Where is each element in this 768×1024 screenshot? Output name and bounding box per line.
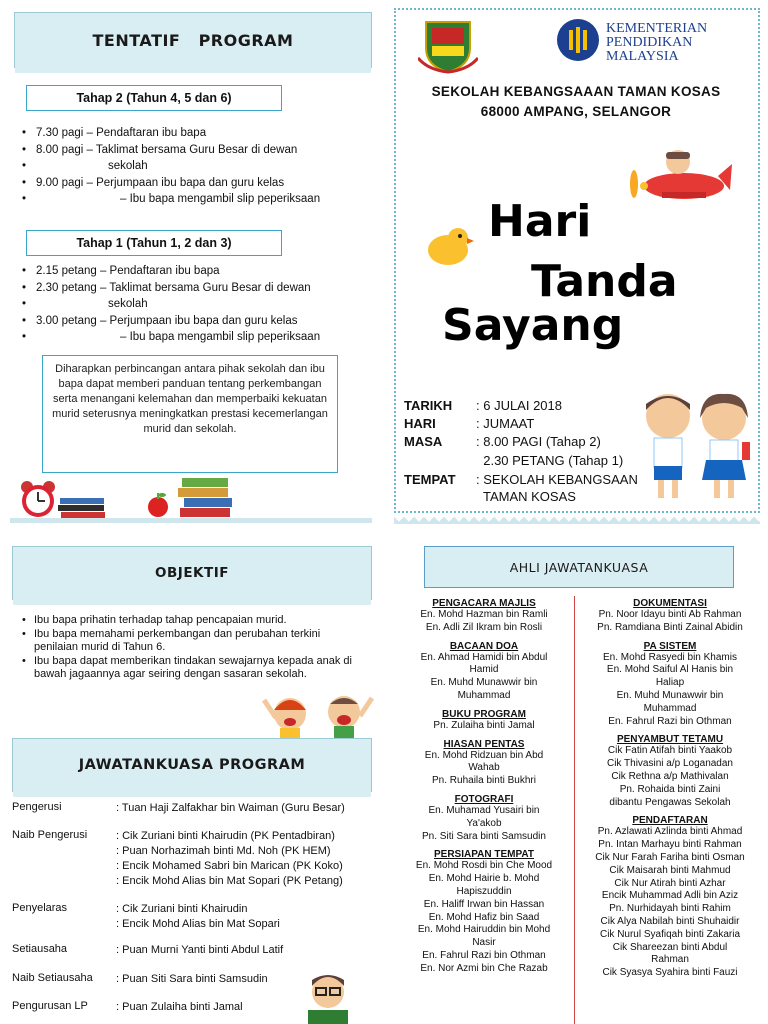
jk-names [116, 829, 343, 889]
committee-name: Cik Thivasini a/p Loganadan [606, 758, 733, 770]
committee-section [578, 598, 762, 635]
info-hari [404, 416, 534, 431]
committee-head: HIASAN PENTAS [443, 738, 525, 750]
committee-name: En. Nor Azmi bin Che Razab [420, 962, 548, 974]
info-value: : JUMAAT [476, 416, 535, 431]
ahli-title-banner [424, 546, 734, 588]
ahli-panel [384, 530, 768, 1024]
jk-name: : Puan Norhazimah binti Md. Noh (PK HEM) [116, 845, 331, 857]
jk-names [116, 972, 268, 987]
committee-name: Pn. Rohaida binti Zaini [619, 783, 721, 795]
committee-name: Cik Nur Farah Fariha binti Osman [595, 851, 745, 863]
jk-names [116, 1000, 243, 1015]
committee-name: Pn. Nurhidayah binti Rahim [609, 903, 731, 915]
info-key: HARI [404, 416, 436, 431]
jk-role: Pengerusi [12, 801, 62, 813]
committee-name: Pn. Zulaiha binti Jamal [433, 719, 535, 731]
schedule-item: • 7.30 pagi – Pendaftaran ibu bapa [20, 125, 370, 142]
committee-name: Muhammad [457, 689, 511, 701]
schedule-item: • 3.00 petang – Perjumpaan ibu bapa dan guru kelas [20, 313, 370, 330]
schedule-item-cont [20, 191, 370, 208]
info-key [404, 453, 476, 468]
committee-name: Cik Shareezan binti Abdul [612, 941, 728, 953]
ahli-title: AHLI JAWATANKUASA [509, 559, 649, 575]
jk-role: Naib Setiausaha [12, 972, 93, 984]
school-crest-icon [418, 18, 478, 74]
jk-row-pengurusan-lp [12, 1000, 243, 1015]
ministry-name [606, 22, 707, 64]
bird-icon [422, 222, 474, 268]
committee-name: Cik Alya Nabilah binti Shuhaidir [600, 915, 740, 927]
info-value: : 8.00 PAGI (Tahap 2) [476, 434, 601, 449]
committee-name: Cik Rethna a/p Mathivalan [611, 770, 729, 782]
committee-name: En. Muhd Munawwir bin [430, 677, 538, 689]
tahap1-title-box [26, 230, 282, 256]
committee-name: En. Muhamad Yusairi bin [428, 804, 540, 816]
objektif-item: • Ibu bapa memahami perkembangan dan perubahan terkini penilaian murid di Tahun 6. [22, 628, 352, 655]
tahap1-title: Tahap 1 (Tahun 1, 2 dan 3) [76, 236, 232, 250]
objektif-panel [0, 530, 384, 1024]
teacher-icon [298, 968, 358, 1024]
committee-name: Encik Muhammad Adli bin Aziz [601, 890, 739, 902]
ministry-line-3: MALAYSIA [606, 49, 679, 64]
alarm-clock-icon [18, 478, 58, 520]
jk-name: : Encik Mohamed Sabri bin Marican (PK Koko) [116, 860, 343, 872]
jk-row-setiausaha [12, 943, 283, 958]
committee-name: En. Adli Zil Ikram bin Rosli [425, 621, 543, 633]
jk-names [116, 943, 283, 958]
committee-name: Pn. Ramdiana Binti Zainal Abidin [597, 621, 743, 633]
committee-name: Ya'akob [466, 817, 502, 829]
info-key [404, 489, 476, 504]
title-sayang: Sayang [442, 300, 624, 351]
committee-section [400, 598, 568, 635]
tahap2-title-box [26, 85, 282, 111]
committee-name: En. Mohd Hazman bin Ramli [420, 609, 548, 620]
tahap2-title: Tahap 2 (Tahun 4, 5 dan 6) [76, 91, 232, 105]
committee-name: En. Mohd Saiful Al Hanis bin [606, 664, 734, 676]
committee-head: BUKU PROGRAM [442, 708, 526, 720]
committee-name: En. Mohd Ridzuan bin Abd [424, 749, 544, 761]
schedule-cont-text: – Ibu bapa mengambil slip peperiksaan [120, 193, 321, 205]
committee-head: PA SISTEM [643, 640, 697, 652]
committee-name: En. Mohd Hafiz bin Saad [428, 911, 540, 923]
tentatif-title-banner [14, 12, 372, 68]
committee-name: Wahab [468, 762, 500, 774]
tahap2-schedule [20, 125, 370, 208]
ministry-logo-icon [556, 18, 600, 62]
jk-role: Setiausaha [12, 943, 68, 955]
books-icon [58, 496, 106, 520]
objektif-item: • Ibu bapa prihatin terhadap tahap pencapaian murid. [22, 614, 352, 628]
school-address: 68000 AMPANG, SELANGOR [480, 104, 672, 119]
committee-name: En. Haliff Irwan bin Hassan [423, 898, 545, 910]
cover-zigzag [394, 514, 760, 524]
jawatankuasa-program-title: JAWATANKUASA PROGRAM [78, 757, 306, 773]
info-value: 2.30 PETANG (Tahap 1) [476, 453, 624, 468]
objektif-item: • Ibu bapa dapat memberikan tindakan sewajarnya kepada anak di bawah jagaannya agar seiring dengan sasaran sekolah. [22, 655, 352, 682]
jk-role: Penyelaras [12, 902, 68, 914]
schedule-item-cont [20, 296, 370, 313]
objektif-title-banner [12, 546, 372, 600]
book-stack-icon [178, 476, 234, 520]
committee-name: Pn. Azlawati Azlinda binti Ahmad [597, 826, 743, 838]
jk-row-penyelaras [12, 902, 280, 932]
jk-row-naib-pengerusi [12, 829, 343, 889]
committee-name: Muhammad [643, 702, 697, 714]
jk-name: : Cik Zuriani binti Khairudin (PK Pentadbiran) [116, 830, 335, 842]
apple-icon [145, 490, 171, 518]
info-value: : SEKOLAH KEBANGSAAN [476, 472, 638, 487]
committee-name: En. Mohd Rosdi bin Che Mood [415, 860, 553, 872]
committee-section [400, 739, 568, 788]
committee-name: Pn. Noor Idayu binti Ab Rahman [598, 609, 742, 620]
schedule-item: • 2.15 petang – Pendaftaran ibu bapa [20, 263, 370, 280]
objektif-list [22, 614, 352, 682]
committee-name: En. Mohd Hairie b. Mohd [428, 873, 540, 885]
committee-head: PENYAMBUT TETAMU [616, 734, 724, 746]
committee-head: PENDAFTARAN [632, 815, 708, 827]
committee-head: PERSIAPAN TEMPAT [433, 849, 534, 861]
committee-name: En. Fahrul Razi bin Othman [422, 949, 546, 961]
committee-name: En. Muhd Munawwir bin [616, 689, 724, 701]
info-tempat [404, 472, 638, 487]
column-divider [574, 596, 575, 1024]
committee-head: PENGACARA MAJLIS [432, 598, 536, 609]
cover-panel [384, 0, 768, 530]
committee-name: En. Mohd Hairuddin bin Mohd [417, 924, 551, 936]
info-masa [404, 434, 601, 449]
school-name: SEKOLAH KEBANGSAAAN TAMAN KOSAS [431, 84, 721, 99]
committee-name: Hamid [469, 664, 499, 676]
airplane-kid-icon [622, 136, 734, 214]
committee-name: En. Ahmad Hamidi bin Abdul [420, 651, 548, 663]
objektif-title: OBJEKTIF [155, 565, 229, 581]
committee-section [400, 641, 568, 703]
committee-head: FOTOGRAFI [454, 793, 514, 805]
jk-name: : Puan Zulaiha binti Jamal [116, 1001, 243, 1013]
jk-name: : Puan Siti Sara binti Samsudin [116, 973, 268, 985]
committee-section [400, 709, 568, 733]
info-tempat-2 [404, 489, 576, 504]
committee-name: Cik Nur Atirah binti Azhar [614, 877, 726, 889]
committee-name: Cik Nurul Syafiqah binti Zakaria [599, 928, 741, 940]
schedule-item-cont [20, 158, 370, 175]
schedule-item: • 8.00 pagi – Taklimat bersama Guru Besar di dewan [20, 142, 370, 159]
jk-role: Pengurusan LP [12, 1000, 88, 1012]
schedule-item: • 2.30 petang – Taklimat bersama Guru Besar di dewan [20, 280, 370, 297]
jk-name: : Cik Zuriani binti Khairudin [116, 903, 248, 915]
committee-section [578, 641, 762, 729]
jk-name: : Puan Murni Yanti binti Abdul Latif [116, 944, 284, 956]
schedule-cont-text: sekolah [108, 298, 148, 310]
committee-name: Pn. Siti Sara binti Samsudin [422, 830, 546, 842]
committee-section [400, 794, 568, 843]
committee-name: Haliap [655, 677, 685, 689]
title-hari: Hari [488, 196, 592, 247]
jk-name: : Tuan Haji Zalfakhar bin Waiman (Guru Besar) [116, 802, 345, 814]
note-box [42, 355, 338, 473]
committee-name: Nasir [472, 937, 496, 949]
committee-name: Cik Syasya Syahira binti Fauzi [602, 967, 738, 979]
info-key: TEMPAT [404, 472, 456, 487]
jk-names [116, 902, 280, 932]
info-key: TARIKH [404, 398, 453, 413]
committee-head: BACAAN DOA [449, 640, 519, 652]
ministry-line-1: KEMENTERIAN [606, 21, 708, 36]
tahap1-schedule [20, 263, 370, 346]
schedule-item-cont [20, 329, 370, 346]
ahli-right-column [578, 592, 762, 980]
tentatif-title: TENTATIF PROGRAM [92, 30, 294, 50]
jk-role: Naib Pengerusi [12, 829, 88, 841]
committee-section [578, 815, 762, 980]
committee-name: En. Mohd Rasyedi bin Khamis [603, 651, 737, 663]
jk-name: : Encik Mohd Alias bin Mat Sopari [116, 918, 280, 930]
committee-name: dibantu Pengawas Sekolah [609, 796, 731, 808]
schedule-item: • 9.00 pagi – Perjumpaan ibu bapa dan guru kelas [20, 175, 370, 192]
committee-name: Rahman [651, 954, 689, 966]
info-tarikh [404, 398, 562, 413]
info-key: MASA [404, 434, 443, 449]
committee-head: DOKUMENTASI [633, 598, 707, 609]
ministry-line-2: PENDIDIKAN [606, 35, 693, 50]
committee-section [400, 849, 568, 975]
committee-section [578, 734, 762, 809]
info-value: : 6 JULAI 2018 [476, 398, 562, 413]
jawatankuasa-program-banner [12, 738, 372, 792]
schedule-cont-text: sekolah [108, 160, 148, 172]
committee-name: En. Fahrul Razi bin Othman [608, 715, 732, 727]
committee-name: Pn. Ruhaila binti Bukhri [432, 775, 536, 787]
title-tanda: Tanda [531, 256, 678, 307]
schedule-cont-text: – Ibu bapa mengambil slip peperiksaan [120, 331, 321, 343]
ground-line [10, 518, 372, 523]
tentatif-panel [0, 0, 384, 530]
committee-name: Cik Maisarah binti Mahmud [609, 864, 731, 876]
info-masa-2 [404, 453, 623, 468]
ahli-left-column [400, 592, 568, 976]
committee-name: Cik Fatin Atifah binti Yaakob [607, 745, 733, 757]
note-text: Diharapkan perbincangan antara pihak sekolah dan ibu bapa dapat memberi panduan tentang perkembangan serta menangani kelemahan dan memperbaiki kekuatan murid seterusnya meningkatkan prestasi kecemerlangan murid dan sekolah. [52, 363, 328, 435]
boy-girl-icon [634, 388, 758, 506]
jk-row-naib-setiausaha [12, 972, 268, 987]
jk-names [116, 801, 345, 816]
committee-name: Pn. Intan Marhayu binti Rahman [598, 839, 742, 851]
committee-name: Hapiszuddin [456, 885, 512, 897]
info-value: TAMAN KOSAS [476, 489, 576, 504]
jk-name: : Encik Mohd Alias bin Mat Sopari (PK Petang) [116, 875, 343, 887]
jk-row-pengerusi [12, 801, 345, 816]
